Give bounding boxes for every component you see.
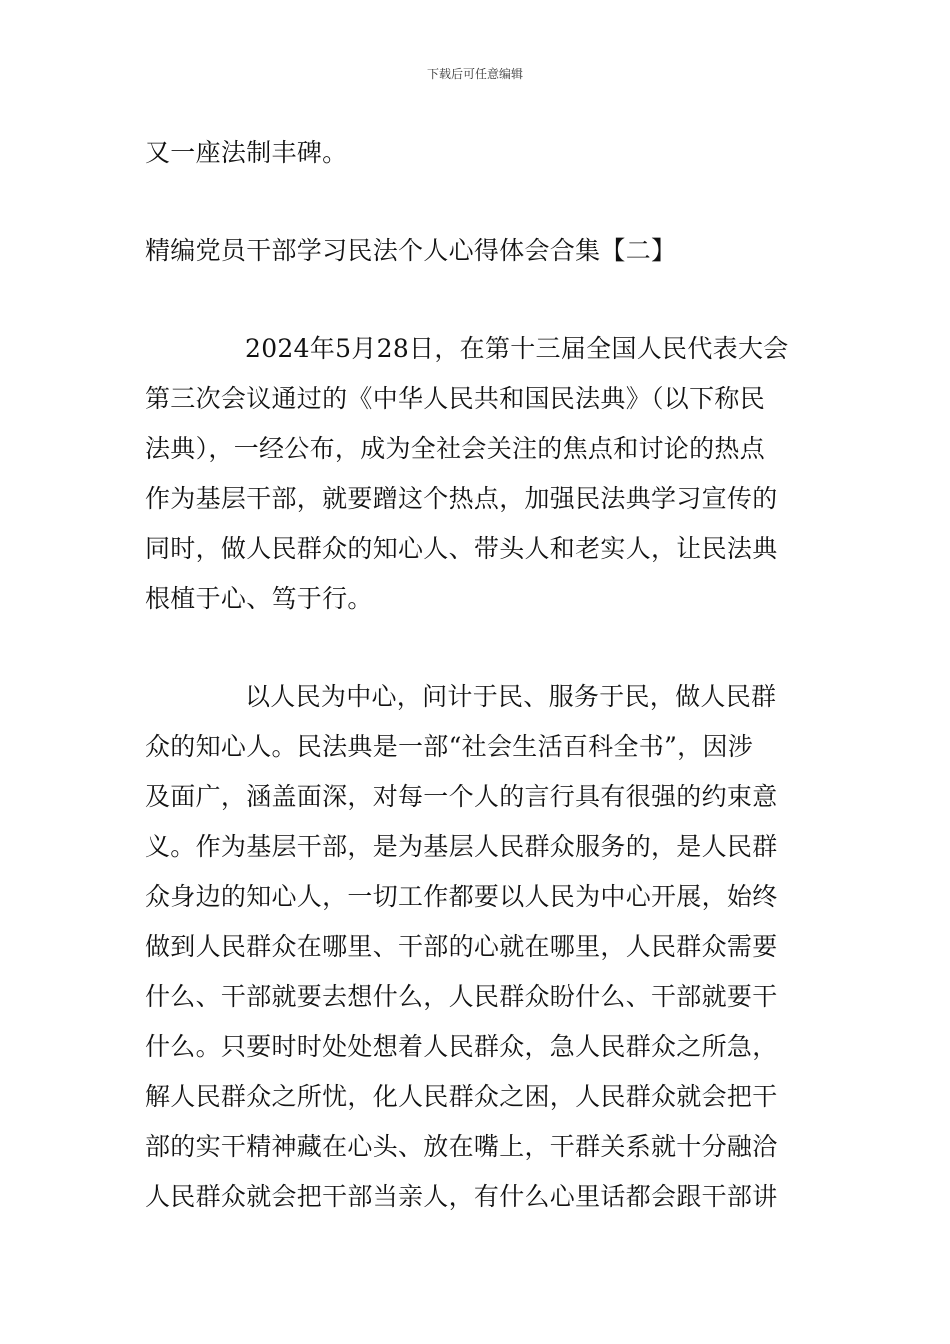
paragraph-line: 法典），一经公布，成为全社会关注的焦点和讨论的热点	[145, 434, 766, 463]
paragraph-line: 解人民群众之所忧，化人民群众之困，人民群众就会把干	[145, 1082, 778, 1111]
paragraph-line: 同时，做人民群众的知心人、带头人和老实人，让民法典	[145, 534, 778, 563]
paragraph-line: 什么、干部就要去想什么，人民群众盼什么、干部就要干	[145, 982, 778, 1011]
paragraph-line: 根植于心、笃于行。	[145, 584, 373, 613]
paragraph-line: 以人民为中心，问计于民、服务于民，做人民群	[245, 682, 777, 711]
paragraph-spacer	[145, 178, 810, 226]
paragraph-line: 义。作为基层干部，是为基层人民群众服务的，是人民群	[145, 832, 778, 861]
paragraph-line: 部的实干精神藏在心头、放在嘴上，干群关系就十分融洽	[145, 1132, 778, 1161]
paragraph-line: 什么。只要时时处处想着人民群众，急人民群众之所急，	[145, 1032, 778, 1061]
paragraph-line: 作为基层干部，就要蹭这个热点，加强民法典学习宣传的	[145, 484, 778, 513]
paragraph-spacer	[145, 624, 810, 672]
paragraph-line: 及面广，涵盖面深，对每一个人的言行具有很强的约束意	[145, 782, 778, 811]
document-body	[145, 128, 810, 1222]
paragraph-line: 众身边的知心人，一切工作都要以人民为中心开展，始终	[145, 882, 778, 911]
section-title: 精编党员干部学习民法个人心得体会合集【二】	[145, 236, 677, 265]
paragraph-line: 众的知心人。民法典是一部“社会生活百科全书”，因涉	[145, 732, 754, 761]
paragraph-line: 2024年5月28日，在第十三届全国人民代表大会	[245, 334, 789, 363]
paragraph-line: 做到人民群众在哪里、干部的心就在哪里，人民群众需要	[145, 932, 778, 961]
paragraph-line: 又一座法制丰碑。	[145, 138, 348, 167]
paragraph-spacer	[145, 276, 810, 324]
page-header-note: 下载后可任意编辑	[426, 67, 523, 81]
paragraph-line: 第三次会议通过的《中华人民共和国民法典》（以下称民	[145, 384, 766, 413]
paragraph-line: 人民群众就会把干部当亲人，有什么心里话都会跟干部讲	[145, 1182, 778, 1211]
